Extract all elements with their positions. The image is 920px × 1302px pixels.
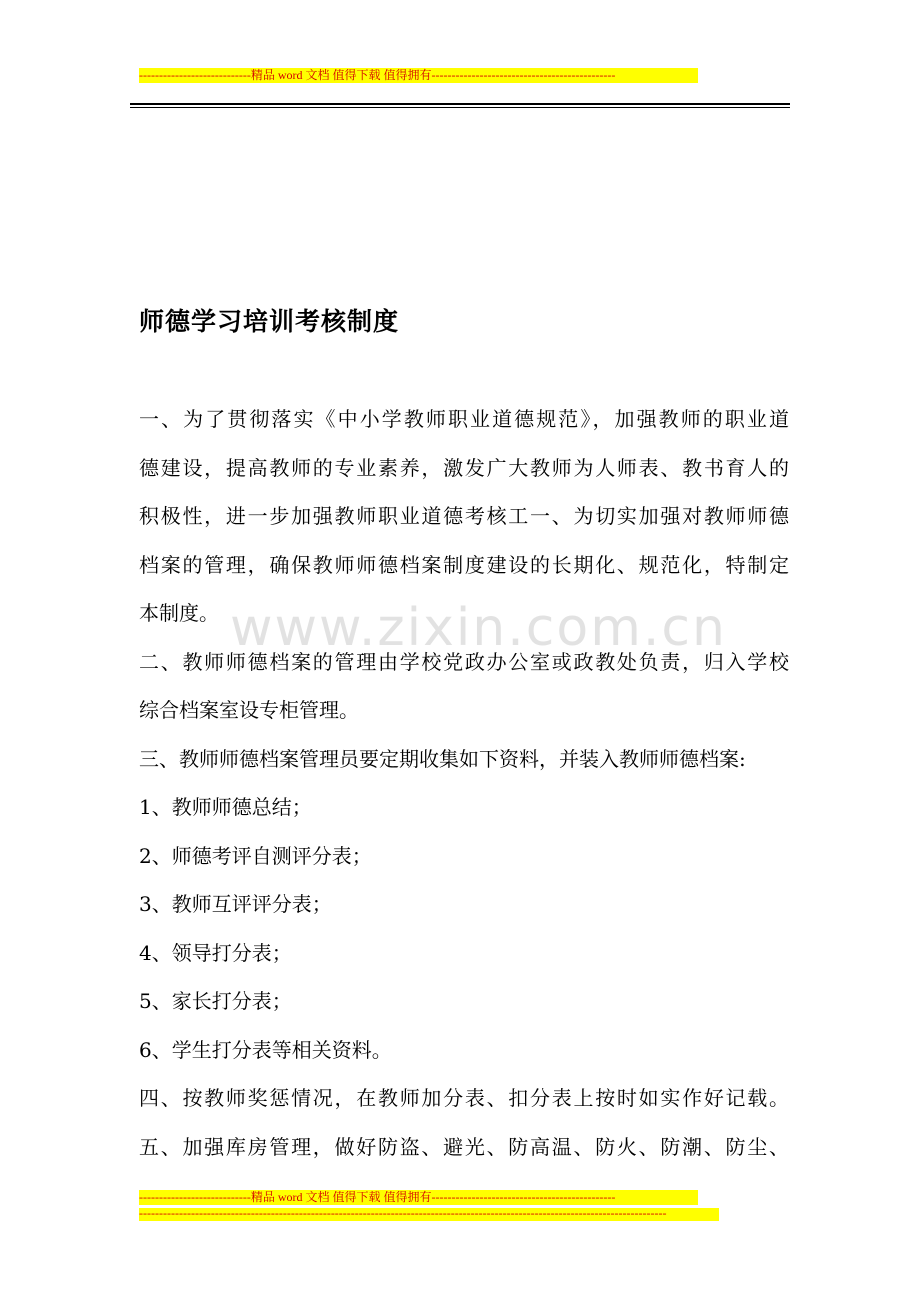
- paragraph-line: 综合档案室设专柜管理。: [139, 698, 359, 722]
- paragraph-line: 一、为了贯彻落实《中小学教师职业道德规范》，加强教师的职业道: [139, 407, 789, 431]
- paragraph-line: 1、教师师德总结；: [139, 795, 312, 819]
- paragraph-line: 四、按教师奖惩情况，在教师加分表、扣分表上按时如实作好记载。: [139, 1086, 789, 1110]
- watermark: www.zixin.com.cn: [230, 598, 727, 658]
- paragraph-line: 积极性，进一步加强教师职业道德考核工一、为切实加强对教师师德: [139, 504, 789, 528]
- paragraph-line: 3、教师互评评分表；: [139, 892, 332, 916]
- footer-dashes: ------------------------------------------------------------------------------------------------------------------------------------: [139, 1208, 719, 1221]
- paragraph-line: 档案的管理，确保教师师德档案制度建设的长期化、规范化，特制定: [139, 552, 789, 577]
- header-banner: ----------------------------精品 word 文档 值得下载 值得拥有----------------------------------------------: [139, 68, 698, 83]
- document-title: 师德学习培训考核制度: [139, 307, 400, 336]
- paragraph-line: 五、加强库房管理，做好防盗、避光、防高温、防火、防潮、防尘、: [139, 1134, 789, 1159]
- document-body: [139, 395, 789, 1171]
- paragraph-line: 6、学生打分表等相关资料。: [139, 1037, 392, 1062]
- paragraph-line: 三、教师师德档案管理员要定期收集如下资料，并装入教师师德档案:: [139, 746, 746, 771]
- paragraph-line: 德建设，提高教师的专业素养，激发广大教师为人师表、教书育人的: [139, 455, 789, 480]
- paragraph-line: 二、教师师德档案的管理由学校党政办公室或政教处负责，归入学校: [139, 649, 789, 674]
- paragraph-line: 2、师德考评自测评分表；: [139, 843, 372, 868]
- footer-banner: ----------------------------精品 word 文档 值得下载 值得拥有----------------------------------------------: [139, 1190, 698, 1205]
- paragraph-line: 本制度。: [139, 601, 219, 625]
- paragraph-line: 4、领导打分表；: [139, 940, 292, 965]
- paragraph-line: 5、家长打分表；: [139, 989, 292, 1013]
- header-rule: [130, 103, 790, 108]
